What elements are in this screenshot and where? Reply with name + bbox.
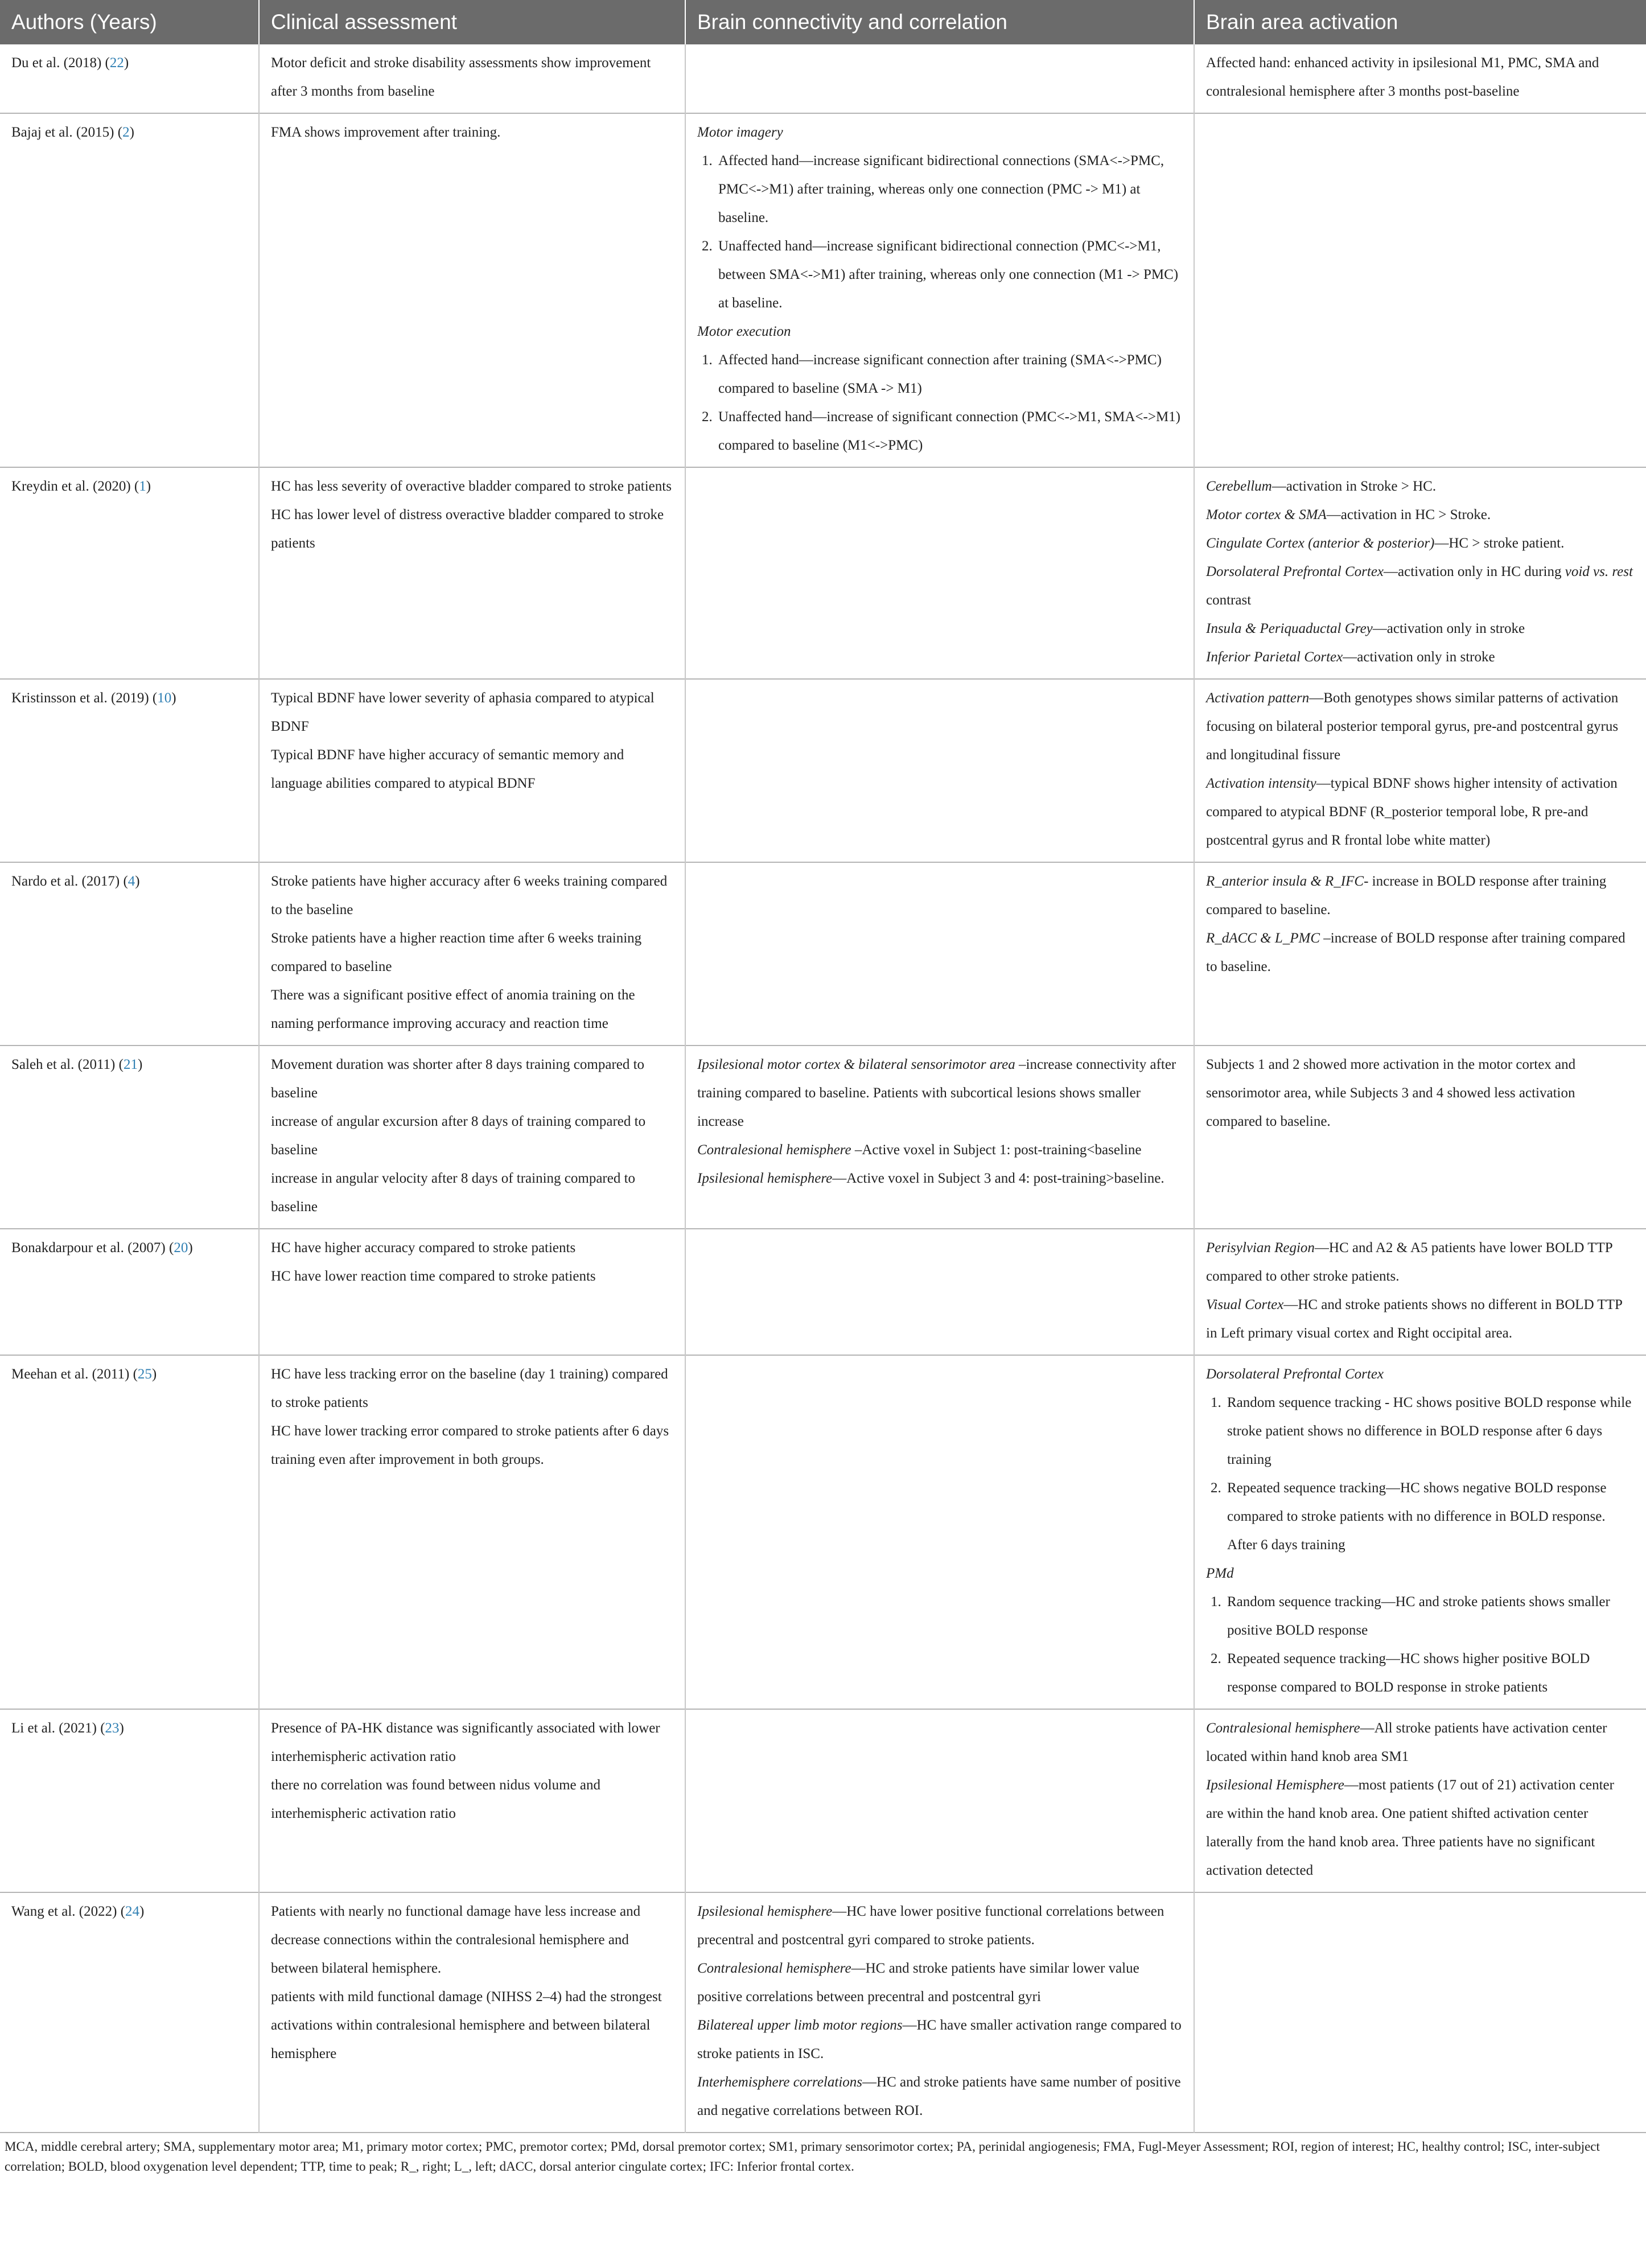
finding-text: Affected hand: enhanced activity in ipsilesional M1, PMC, SMA and contralesional hemisphere after 3 months post-baseline: [1206, 55, 1599, 99]
finding-line: [1206, 1291, 1635, 1348]
clinical-line: HC has less severity of overactive bladder compared to stroke patients: [271, 479, 672, 494]
list-item: 2. Repeated sequence tracking—HC shows higher positive BOLD response compared to BOLD response in stroke patients: [1225, 1645, 1635, 1702]
region-label: Dorsolateral Prefrontal Cortex: [1206, 564, 1384, 579]
clinical-line: Typical BDNF have lower severity of aphasia compared to atypical BDNF: [271, 690, 655, 734]
author-name: Li et al. (2021): [11, 1720, 97, 1736]
reference-link[interactable]: 10: [157, 690, 172, 706]
cell-clinical-assessment: [259, 1045, 685, 1229]
finding-line: [697, 1164, 1182, 1193]
numbered-list: [1206, 1389, 1635, 1559]
reference-link[interactable]: 24: [125, 1904, 140, 1919]
clinical-line: There was a significant positive effect of anomia training on the naming performance improving accuracy and reaction time: [271, 987, 635, 1031]
region-label: Activation intensity: [1206, 776, 1316, 791]
finding-text: —All stroke patients have activation center located within hand knob area SM1: [1206, 1720, 1607, 1764]
region-label: Motor cortex & SMA: [1206, 507, 1327, 522]
header-clinical-assessment: Clinical assessment: [259, 0, 685, 44]
cell-author: Kristinsson et al. (2019) (10): [11, 690, 176, 706]
cell-brain-activation: [1194, 1229, 1646, 1355]
section-heading: Motor imagery: [697, 125, 783, 140]
author-name: Bajaj et al. (2015): [11, 125, 114, 140]
reference-link[interactable]: 23: [105, 1720, 120, 1736]
author-name: Meehan et al. (2011): [11, 1366, 130, 1382]
cell-clinical-assessment: [259, 44, 685, 113]
cell-clinical-assessment: [259, 1355, 685, 1709]
finding-text: Subjects 1 and 2 showed more activation in the motor cortex and sensorimotor area, while Subjects 3 and 4 showed less activation compared to baseline.: [1206, 1057, 1576, 1129]
table-row: [0, 1892, 1646, 2133]
reference-link[interactable]: 4: [127, 874, 135, 889]
region-label: Insula & Periquaductal Grey: [1206, 621, 1373, 636]
cell-brain-connectivity: [685, 862, 1194, 1045]
finding-line: [1206, 1051, 1635, 1136]
cell-author: Li et al. (2021) (23): [11, 1720, 124, 1736]
finding-line: [1206, 529, 1635, 558]
clinical-line: Presence of PA-HK distance was significantly associated with lower interhemispheric activation ratio: [271, 1720, 660, 1764]
region-label: Ipsilesional motor cortex & bilateral sensorimotor area: [697, 1057, 1015, 1072]
cell-brain-connectivity: [685, 113, 1194, 467]
reference-link[interactable]: 1: [139, 479, 146, 494]
cell-brain-connectivity: [685, 1355, 1194, 1709]
finding-line: [697, 1051, 1182, 1136]
cell-author: Wang et al. (2022) (24): [11, 1904, 145, 1919]
finding-text: —activation only in HC during: [1384, 564, 1565, 579]
cell-clinical-assessment: [259, 1709, 685, 1892]
header-brain-connectivity: Brain connectivity and correlation: [685, 0, 1194, 44]
finding-text: - increase in BOLD response after training compared to baseline.: [1206, 874, 1607, 917]
list-item: 2. Unaffected hand—increase significant bidirectional connection (PMC<->M1, between SMA<->M1) after training, whereas only one connection (M1 -> PMC) at baseline.: [716, 232, 1182, 318]
clinical-line: HC has lower level of distress overactive bladder compared to stroke patients: [271, 507, 664, 551]
region-label: void vs. rest: [1565, 564, 1633, 579]
finding-text: –increase connectivity after training compared to baseline. Patients with subcortical lesions shows smaller increase: [697, 1057, 1176, 1129]
region-label: R_anterior insula & R_IFC: [1206, 874, 1364, 889]
numbered-list: [1206, 1588, 1635, 1702]
region-label: Bilatereal upper limb motor regions: [697, 2018, 903, 2033]
finding-line: [1206, 1234, 1635, 1291]
reference-link[interactable]: 22: [109, 55, 124, 71]
finding-text: —Active voxel in Subject 3 and 4: post-training>baseline.: [832, 1171, 1164, 1186]
finding-text: —HC and stroke patients have similar lower value positive correlations between precentral and postcentral gyri: [697, 1961, 1139, 2004]
cell-author: Bajaj et al. (2015) (2): [11, 125, 134, 140]
section-heading: PMd: [1206, 1566, 1234, 1581]
table-footnote: MCA, middle cerebral artery; SMA, supplementary motor area; M1, primary motor cortex; PMC, premotor cortex; PMd, dorsal premotor cortex; SM1, primary sensorimotor cortex; PA, perinidal angiogenesis; FMA, Fugl-Meyer Assessment; ROI, region of interest; HC, healthy control; ISC, inter-subject correlation; BOLD, blood oxygenation level dependent; TTP, time to peak; R_, right; L_, left; dACC, dorsal anterior cingulate cortex; IFC: Inferior frontal cortex.: [5, 2139, 1600, 2174]
cell-author: Saleh et al. (2011) (21): [11, 1057, 143, 1072]
finding-text: –increase of BOLD response after training compared to baseline.: [1206, 931, 1626, 974]
region-label: Perisylvian Region: [1206, 1240, 1315, 1256]
finding-text: —activation only in stroke: [1343, 649, 1495, 665]
finding-line: [1206, 1771, 1635, 1885]
clinical-line: HC have less tracking error on the baseline (day 1 training) compared to stroke patients: [271, 1366, 668, 1410]
table-row: [0, 467, 1646, 679]
finding-line: [1206, 558, 1635, 615]
finding-text: —HC and A2 & A5 patients have lower BOLD TTP compared to other stroke patients.: [1206, 1240, 1612, 1284]
finding-line: [697, 2068, 1182, 2125]
header-authors: Authors (Years): [0, 0, 259, 44]
region-label: Contralesional hemisphere: [1206, 1720, 1360, 1736]
numbered-list: [697, 147, 1182, 318]
cell-brain-connectivity: [685, 1229, 1194, 1355]
cell-clinical-assessment: [259, 467, 685, 679]
table-row: [0, 1045, 1646, 1229]
table-row: [0, 679, 1646, 862]
region-label: R_dACC & L_PMC: [1206, 931, 1320, 946]
finding-text: contrast: [1206, 592, 1252, 608]
cell-brain-activation: [1194, 44, 1646, 113]
clinical-line: HC have higher accuracy compared to stroke patients: [271, 1240, 576, 1256]
header-brain-activation: Brain area activation: [1194, 0, 1646, 44]
author-name: Du et al. (2018): [11, 55, 102, 71]
cell-author: Kreydin et al. (2020) (1): [11, 479, 151, 494]
author-name: Saleh et al. (2011): [11, 1057, 116, 1072]
clinical-line: Typical BDNF have higher accuracy of semantic memory and language abilities compared to atypical BDNF: [271, 747, 624, 791]
finding-line: [697, 2011, 1182, 2068]
clinical-line: Stroke patients have a higher reaction time after 6 weeks training compared to baseline: [271, 931, 642, 974]
cell-brain-activation: [1194, 1709, 1646, 1892]
finding-text: —Both genotypes shows similar patterns of activation focusing on bilateral posterior temporal gyrus, pre-and postcentral gyrus and longitudinal fissure: [1206, 690, 1619, 763]
reference-link[interactable]: 20: [174, 1240, 188, 1256]
table-row: [0, 113, 1646, 467]
table-row: [0, 1355, 1646, 1709]
clinical-line: patients with mild functional damage (NIHSS 2–4) had the strongest activations within contralesional hemisphere and between bilateral hemisphere: [271, 1989, 662, 2061]
cell-author: Du et al. (2018) (22): [11, 55, 129, 71]
author-name: Bonakdarpour et al. (2007): [11, 1240, 166, 1256]
cell-clinical-assessment: [259, 113, 685, 467]
finding-text: —activation in Stroke > HC.: [1271, 479, 1437, 494]
list-item: 2. Unaffected hand—increase of significant connection (PMC<->M1, SMA<->M1) compared to baseline (M1<->PMC): [716, 403, 1182, 460]
cell-brain-connectivity: [685, 1892, 1194, 2133]
reference-link[interactable]: 2: [122, 125, 130, 140]
list-item: 1. Random sequence tracking - HC shows positive BOLD response while stroke patient shows no difference in BOLD response after 6 days training: [1225, 1389, 1635, 1474]
cell-clinical-assessment: [259, 1229, 685, 1355]
region-label: Interhemisphere correlations: [697, 2074, 863, 2090]
cell-brain-connectivity: [685, 679, 1194, 862]
list-item: 1. Affected hand—increase significant connection after training (SMA<->PMC) compared to baseline (SMA -> M1): [716, 346, 1182, 403]
cell-brain-activation: [1194, 113, 1646, 467]
clinical-line: HC have lower reaction time compared to stroke patients: [271, 1269, 596, 1284]
list-item: 1. Affected hand—increase significant bidirectional connections (SMA<->PMC, PMC<->M1) after training, whereas only one connection (PMC -> M1) at baseline.: [716, 147, 1182, 232]
finding-line: [1206, 472, 1635, 501]
clinical-line: FMA shows improvement after training.: [271, 125, 501, 140]
region-label: Inferior Parietal Cortex: [1206, 649, 1343, 665]
cell-author: Meehan et al. (2011) (25): [11, 1366, 157, 1382]
finding-text: —typical BDNF shows higher intensity of activation compared to atypical BDNF (R_posterior temporal lobe, R pre-and postcentral gyrus and R frontal lobe white matter): [1206, 776, 1618, 848]
finding-line: [697, 1136, 1182, 1164]
clinical-line: there no correlation was found between nidus volume and interhemispheric activation ratio: [271, 1777, 600, 1821]
clinical-line: Movement duration was shorter after 8 days training compared to baseline: [271, 1057, 645, 1101]
finding-text: —HC > stroke patient.: [1434, 536, 1565, 551]
finding-text: —activation only in stroke: [1372, 621, 1525, 636]
finding-text: —HC have smaller activation range compared to stroke patients in ISC.: [697, 2018, 1182, 2061]
reference-link[interactable]: 21: [123, 1057, 138, 1072]
numbered-list: [697, 346, 1182, 460]
clinical-line: Stroke patients have higher accuracy after 6 weeks training compared to the baseline: [271, 874, 668, 917]
finding-line: [1206, 867, 1635, 924]
author-name: Nardo et al. (2017): [11, 874, 120, 889]
cell-clinical-assessment: [259, 862, 685, 1045]
region-label: Ipsilesional hemisphere: [697, 1904, 833, 1919]
clinical-line: increase in angular velocity after 8 days of training compared to baseline: [271, 1171, 636, 1215]
author-name: Kreydin et al. (2020): [11, 479, 131, 494]
region-label: Visual Cortex: [1206, 1297, 1284, 1312]
cell-brain-connectivity: [685, 1045, 1194, 1229]
finding-line: [1206, 501, 1635, 529]
cell-clinical-assessment: [259, 1892, 685, 2133]
finding-line: [1206, 615, 1635, 643]
author-name: Kristinsson et al. (2019): [11, 690, 149, 706]
cell-brain-connectivity: [685, 467, 1194, 679]
finding-line: [697, 1897, 1182, 1954]
cell-brain-activation: [1194, 862, 1646, 1045]
finding-text: —HC and stroke patients have same number of positive and negative correlations between ROI.: [697, 2074, 1181, 2118]
cell-brain-connectivity: [685, 1709, 1194, 1892]
reference-link[interactable]: 25: [137, 1366, 152, 1382]
cell-brain-activation: [1194, 1355, 1646, 1709]
list-item: 1. Random sequence tracking—HC and stroke patients shows smaller positive BOLD response: [1225, 1588, 1635, 1645]
finding-text: –Active voxel in Subject 1: post-training<baseline: [851, 1142, 1142, 1158]
table-row: [0, 1229, 1646, 1355]
region-label: Contralesional hemisphere: [697, 1961, 851, 1976]
finding-line: [1206, 684, 1635, 769]
list-item: 2. Repeated sequence tracking—HC shows negative BOLD response compared to stroke patients with no difference in BOLD response. After 6 days training: [1225, 1474, 1635, 1559]
finding-line: [1206, 769, 1635, 855]
region-label: Cerebellum: [1206, 479, 1272, 494]
clinical-line: Patients with nearly no functional damage have less increase and decrease connections within the contralesional hemisphere and between bilateral hemisphere.: [271, 1904, 641, 1976]
region-label: Activation pattern: [1206, 690, 1310, 706]
cell-author: Bonakdarpour et al. (2007) (20): [11, 1240, 193, 1256]
clinical-line: increase of angular excursion after 8 days of training compared to baseline: [271, 1114, 646, 1158]
finding-line: [1206, 924, 1635, 981]
finding-line: [1206, 1714, 1635, 1771]
cell-brain-activation: [1194, 1045, 1646, 1229]
finding-line: [1206, 49, 1635, 106]
finding-text: —HC have lower positive functional correlations between precentral and postcentral gyri compared to stroke patients.: [697, 1904, 1164, 1948]
table-body: [0, 44, 1646, 2133]
table-row: [0, 862, 1646, 1045]
cell-brain-connectivity: [685, 44, 1194, 113]
clinical-line: Motor deficit and stroke disability assessments show improvement after 3 months from baseline: [271, 55, 651, 99]
author-name: Wang et al. (2022): [11, 1904, 117, 1919]
section-heading: Motor execution: [697, 324, 791, 339]
cell-brain-activation: [1194, 679, 1646, 862]
table-header-row: [0, 0, 1646, 44]
finding-line: [1206, 643, 1635, 672]
finding-line: [697, 1954, 1182, 2011]
table-row: [0, 44, 1646, 113]
cell-brain-activation: [1194, 467, 1646, 679]
table-row: [0, 1709, 1646, 1892]
clinical-line: HC have lower tracking error compared to stroke patients after 6 days training even after improvement in both groups.: [271, 1423, 669, 1467]
cell-author: Nardo et al. (2017) (4): [11, 874, 140, 889]
region-label: Contralesional hemisphere: [697, 1142, 851, 1158]
region-label: Cingulate Cortex (anterior & posterior): [1206, 536, 1435, 551]
section-heading: Dorsolateral Prefrontal Cortex: [1206, 1366, 1384, 1382]
cell-clinical-assessment: [259, 679, 685, 862]
finding-text: —most patients (17 out of 21) activation center are within the hand knob area. One patient shifted activation center laterally from the hand knob area. Three patients have no significant activation detected: [1206, 1777, 1614, 1878]
finding-text: —activation in HC > Stroke.: [1326, 507, 1491, 522]
region-label: Ipsilesional hemisphere: [697, 1171, 833, 1186]
finding-text: —HC and stroke patients shows no different in BOLD TTP in Left primary visual cortex and Right occipital area.: [1206, 1297, 1622, 1341]
cell-brain-activation: [1194, 1892, 1646, 2133]
region-label: Ipsilesional Hemisphere: [1206, 1777, 1344, 1793]
